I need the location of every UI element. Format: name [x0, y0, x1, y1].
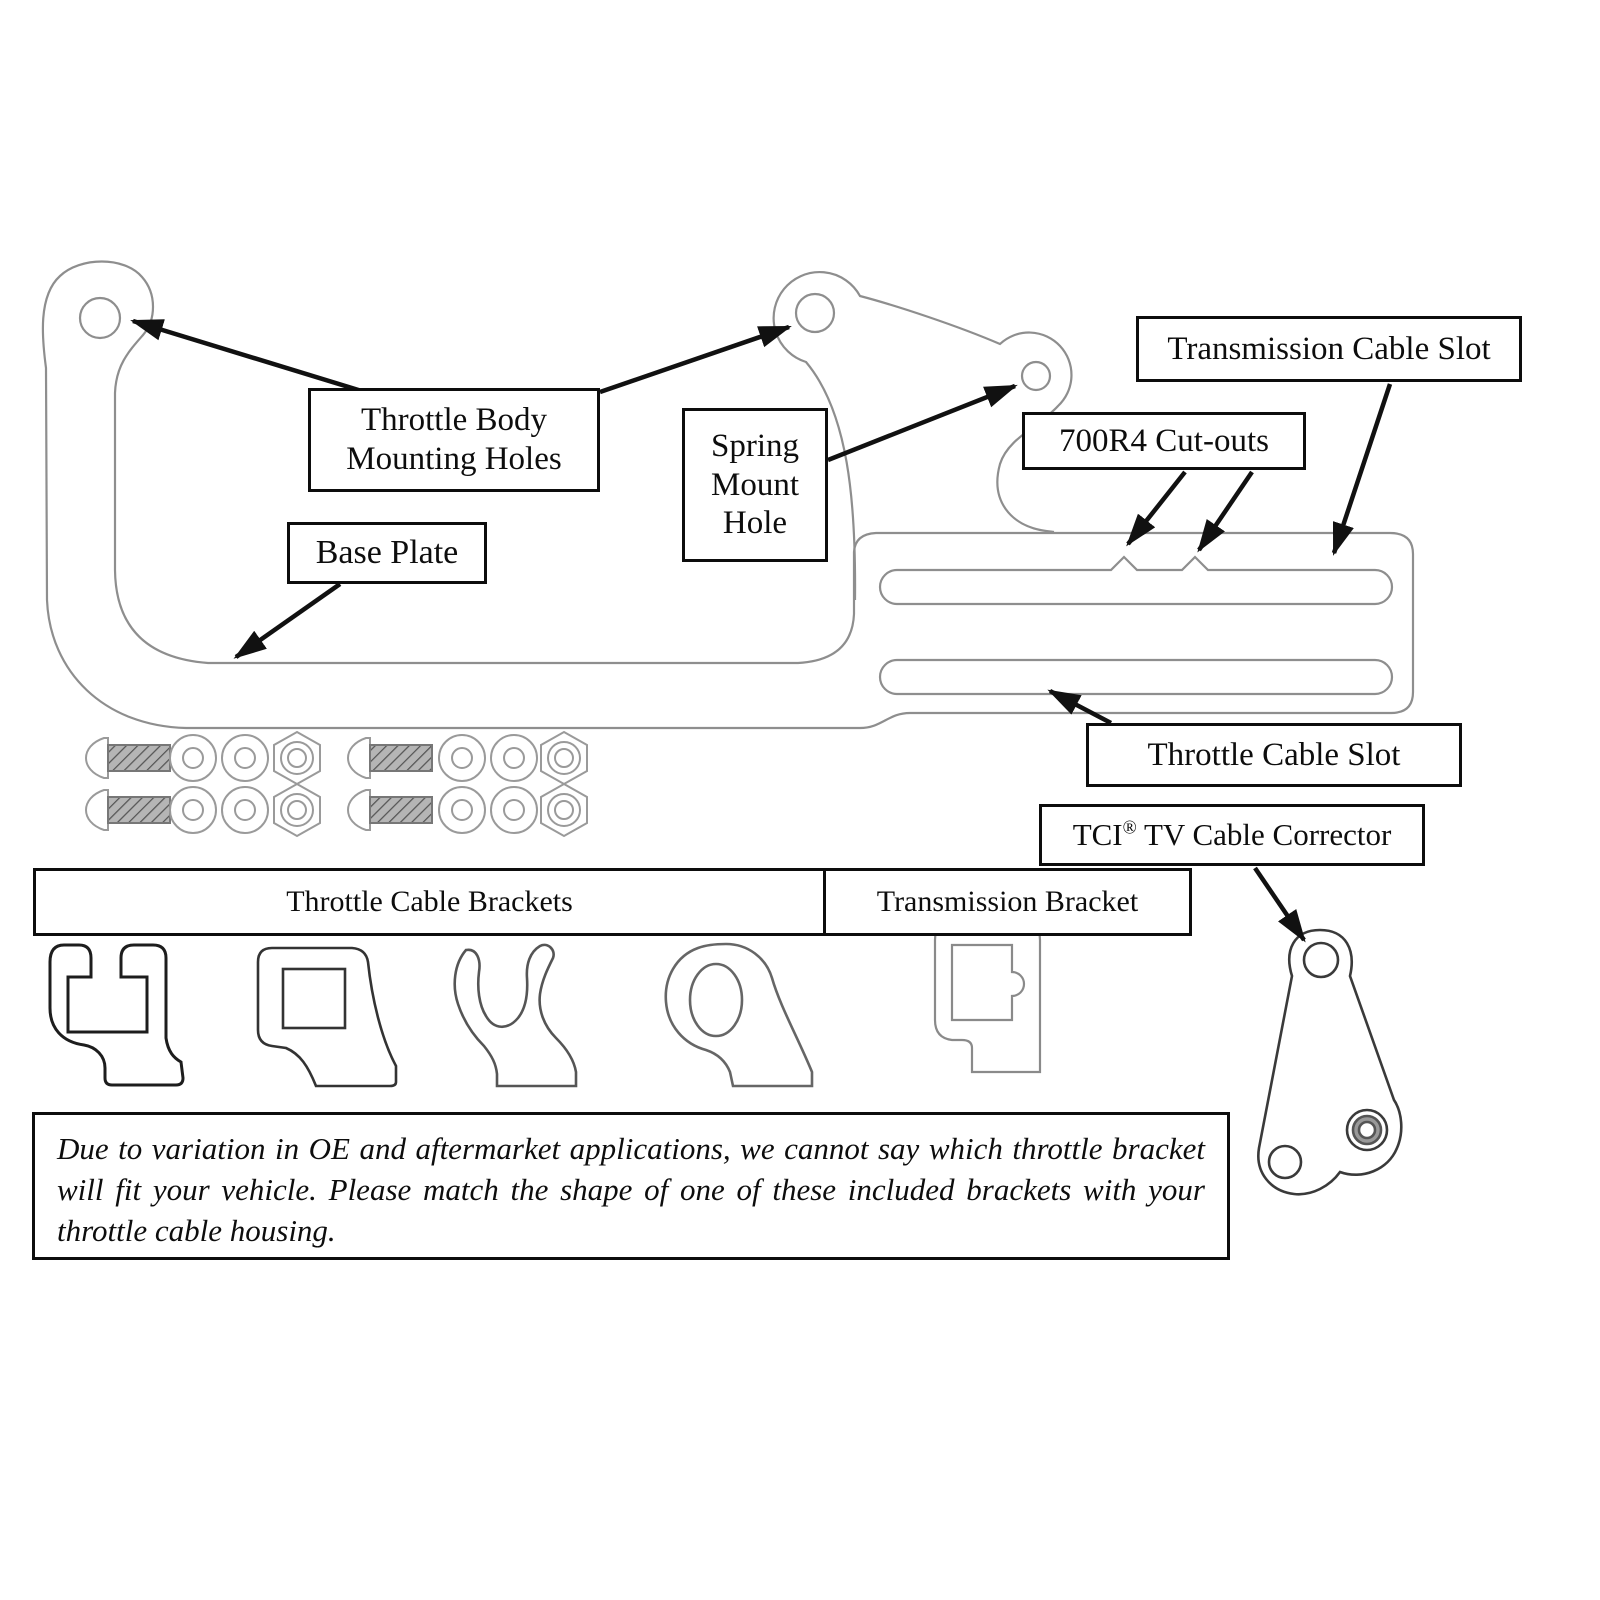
transmission-cable-slot-shape — [880, 557, 1392, 604]
throttle-body-hole-right — [796, 294, 834, 332]
header-throttle-cable-brackets: Throttle Cable Brackets — [286, 885, 573, 918]
header-transmission-bracket: Transmission Bracket — [823, 871, 1189, 933]
washer-icon — [222, 787, 268, 833]
bracket-table-header — [33, 868, 1192, 936]
arrow-spring-mount — [828, 386, 1015, 460]
tci-rest-text: TV Cable Corrector — [1136, 816, 1392, 852]
label-throttle-cable-slot: Throttle Cable Slot — [1086, 723, 1462, 787]
fitment-note: Due to variation in OE and aftermarket applications, we cannot say which throttle bracket will fit your vehicle. Please match the shape of one of these included brackets with your throttle cable housing. — [32, 1112, 1230, 1260]
arrow-base-plate — [236, 584, 340, 657]
arrow-throttle-body-right — [600, 327, 789, 392]
washer-icon — [491, 735, 537, 781]
tv-cable-corrector-shape — [1258, 930, 1401, 1194]
throttle-body-hole-left — [80, 298, 120, 338]
hardware-set — [86, 732, 587, 836]
nut-icon — [274, 732, 320, 784]
label-transmission-cable-slot: Transmission Cable Slot — [1136, 316, 1522, 382]
arrow-tci-corrector — [1255, 868, 1304, 940]
bolt-icon — [348, 790, 432, 830]
washer-icon — [439, 787, 485, 833]
arrow-throttle-body-left — [133, 321, 365, 392]
washer-icon — [222, 735, 268, 781]
arrow-700r4-right — [1199, 472, 1252, 550]
throttle-cable-slot-shape — [880, 660, 1392, 694]
washer-icon — [491, 787, 537, 833]
washer-icon — [170, 735, 216, 781]
nut-icon — [541, 732, 587, 784]
registered-trademark-icon: ® — [1122, 817, 1137, 839]
bolt-icon — [348, 738, 432, 778]
label-throttle-body-mounting-holes: Throttle Body Mounting Holes — [308, 388, 600, 492]
label-tci-tv-cable-corrector — [1039, 804, 1425, 866]
spring-mount-hole-shape — [1022, 362, 1050, 390]
nut-icon — [274, 784, 320, 836]
label-base-plate: Base Plate — [287, 522, 487, 584]
tci-brand-text: TCI — [1072, 816, 1123, 852]
throttle-cable-bracket-c-clip — [50, 945, 183, 1085]
nut-icon — [541, 784, 587, 836]
bolt-icon — [86, 738, 170, 778]
transmission-bracket-hole — [952, 945, 1024, 1020]
throttle-cable-bracket-fork — [455, 945, 576, 1086]
bolt-icon — [86, 790, 170, 830]
throttle-cable-bracket-square-hole — [283, 969, 345, 1028]
arrow-throttle-slot — [1050, 691, 1111, 723]
washer-icon — [439, 735, 485, 781]
washer-icon — [170, 787, 216, 833]
arrow-transmission-slot — [1334, 384, 1390, 553]
label-700r4-cutouts: 700R4 Cut-outs — [1022, 412, 1306, 470]
label-spring-mount-hole: Spring Mount Hole — [682, 408, 828, 562]
throttle-cable-bracket-eyelet-hole — [690, 964, 742, 1036]
